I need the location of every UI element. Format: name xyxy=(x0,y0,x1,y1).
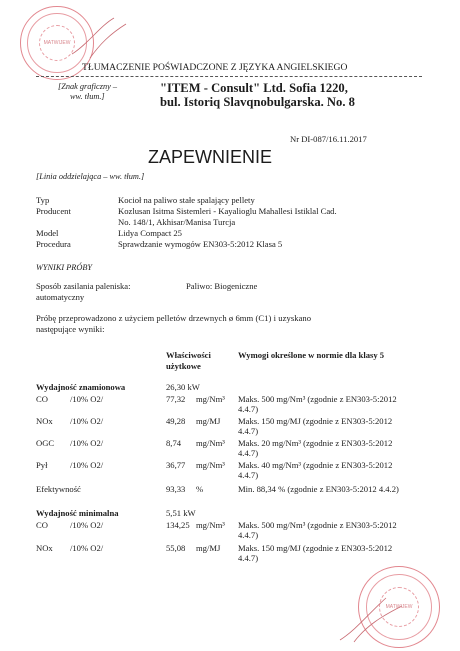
param-requirement-cont: 4.4.7) xyxy=(238,448,259,458)
document-title: ZAPEWNIENIE xyxy=(148,147,273,167)
info-value: No. 148/1, Akhisar/Manisa Turcja xyxy=(118,217,236,227)
logo-note-line1: [Znak graficzny – xyxy=(58,82,117,91)
feed-label: Sposób zasilania paleniska: xyxy=(36,281,131,291)
col-header-values-cont: użytkowe xyxy=(166,361,201,371)
param-unit: mg/Nm³ xyxy=(196,394,225,404)
nominal-power: 26,30 kW xyxy=(166,382,200,392)
param-ref: /10% O2/ xyxy=(70,394,104,404)
signature-top xyxy=(70,14,130,64)
col-header-values: Właściwości xyxy=(166,350,211,360)
info-value: Kocioł na paliwo stałe spalający pellety xyxy=(118,195,255,205)
param-unit: mg/Nm³ xyxy=(196,520,225,530)
info-label: Procedura xyxy=(36,239,71,249)
param-unit: mg/MJ xyxy=(196,416,221,426)
param-requirement: Maks. 500 mg/Nm³ (zgodnie z EN303-5:2012 xyxy=(238,520,397,530)
param-name: OGC xyxy=(36,438,55,448)
info-value: Lidya Compact 25 xyxy=(118,228,182,238)
info-label: Producent xyxy=(36,206,71,216)
param-ref: /10% O2/ xyxy=(70,460,104,470)
param-name: NOx xyxy=(36,416,53,426)
param-value: 55,08 xyxy=(166,543,186,553)
param-requirement: Maks. 500 mg/Nm³ (zgodnie z EN303-5:2012 xyxy=(238,394,397,404)
col-header-requirements: Wymogi określone w normie dla klasy 5 xyxy=(238,350,385,360)
test-description-cont: następujące wyniki: xyxy=(36,324,105,334)
param-name: NOx xyxy=(36,543,53,553)
param-value: 36,77 xyxy=(166,460,186,470)
signature-bottom xyxy=(336,590,406,646)
info-label: Model xyxy=(36,228,59,238)
param-value: 77,32 xyxy=(166,394,186,404)
info-value: Sprawdzanie wymogów EN303-5:2012 Klasa 5 xyxy=(118,239,283,249)
param-name: CO xyxy=(36,394,48,404)
param-requirement: Maks. 150 mg/MJ (zgodnie z EN303-5:2012 xyxy=(238,543,393,553)
minimal-power: 5,51 kW xyxy=(166,508,196,518)
param-value: 49,28 xyxy=(166,416,186,426)
info-label: Typ xyxy=(36,195,50,205)
section-heading-nominal: Wydajność znamionowa xyxy=(36,382,126,392)
param-requirement: Maks. 20 mg/Nm³ (zgodnie z EN303-5:2012 xyxy=(238,438,393,448)
translation-note: TŁUMACZENIE POŚWIADCZONE Z JĘZYKA ANGIELSKIEGO xyxy=(82,62,348,73)
separator-note: [Linia oddzielająca – ww. tłum.] xyxy=(36,172,145,181)
efficiency-label: Efektywność xyxy=(36,484,81,494)
param-requirement-cont: 4.4.7) xyxy=(238,426,259,436)
stamp-text: MATWIJEW xyxy=(385,604,413,610)
reference-number: Nr DI-087/16.11.2017 xyxy=(290,134,367,144)
param-value: 8,74 xyxy=(166,438,182,448)
section-heading-minimal: Wydajność minimalna xyxy=(36,508,119,518)
param-requirement: Maks. 150 mg/MJ (zgodnie z EN303-5:2012 xyxy=(238,416,393,426)
efficiency-unit: % xyxy=(196,484,204,494)
param-name: Pył xyxy=(36,460,48,470)
param-requirement-cont: 4.4.7) xyxy=(238,470,259,480)
param-requirement: Maks. 40 mg/Nm³ (zgodnie z EN303-5:2012 xyxy=(238,460,393,470)
param-unit: mg/Nm³ xyxy=(196,438,225,448)
param-requirement-cont: 4.4.7) xyxy=(238,530,259,540)
header-dashed-rule xyxy=(36,76,422,77)
fuel-type: Paliwo: Biogeniczne xyxy=(186,281,258,291)
info-value: Kozlusan Isitma Sistemleri - Kayalioglu Mahallesi Istiklal Cad. xyxy=(118,206,337,216)
param-unit: mg/MJ xyxy=(196,543,221,553)
param-ref: /10% O2/ xyxy=(70,543,104,553)
stamp-text: MATWIJEW xyxy=(43,40,71,46)
param-value: 134,25 xyxy=(166,520,190,530)
feed-label-cont: automatyczny xyxy=(36,292,85,302)
efficiency-requirement: Min. 88,34 % (zgodnie z EN303-5:2012 4.4.2) xyxy=(238,484,399,494)
param-name: CO xyxy=(36,520,48,530)
results-heading: WYNIKI PRÓBY xyxy=(36,263,93,272)
param-ref: /10% O2/ xyxy=(70,520,104,530)
param-ref: /10% O2/ xyxy=(70,416,104,426)
param-ref: /10% O2/ xyxy=(70,438,104,448)
test-description: Próbę przeprowadzono z użyciem pelletów drzewnych ø 6mm (C1) i uzyskano xyxy=(36,313,312,323)
param-unit: mg/Nm³ xyxy=(196,460,225,470)
efficiency-value: 93,33 xyxy=(166,484,186,494)
company-name: "ITEM - Consult" Ltd. Sofia 1220, xyxy=(160,81,348,95)
company-address: bul. Istoriq Slavqnobulgarska. No. 8 xyxy=(160,95,355,109)
logo-note-line2: ww. tłum.] xyxy=(70,92,105,101)
param-requirement-cont: 4.4.7) xyxy=(238,553,259,563)
param-requirement-cont: 4.4.7) xyxy=(238,404,259,414)
